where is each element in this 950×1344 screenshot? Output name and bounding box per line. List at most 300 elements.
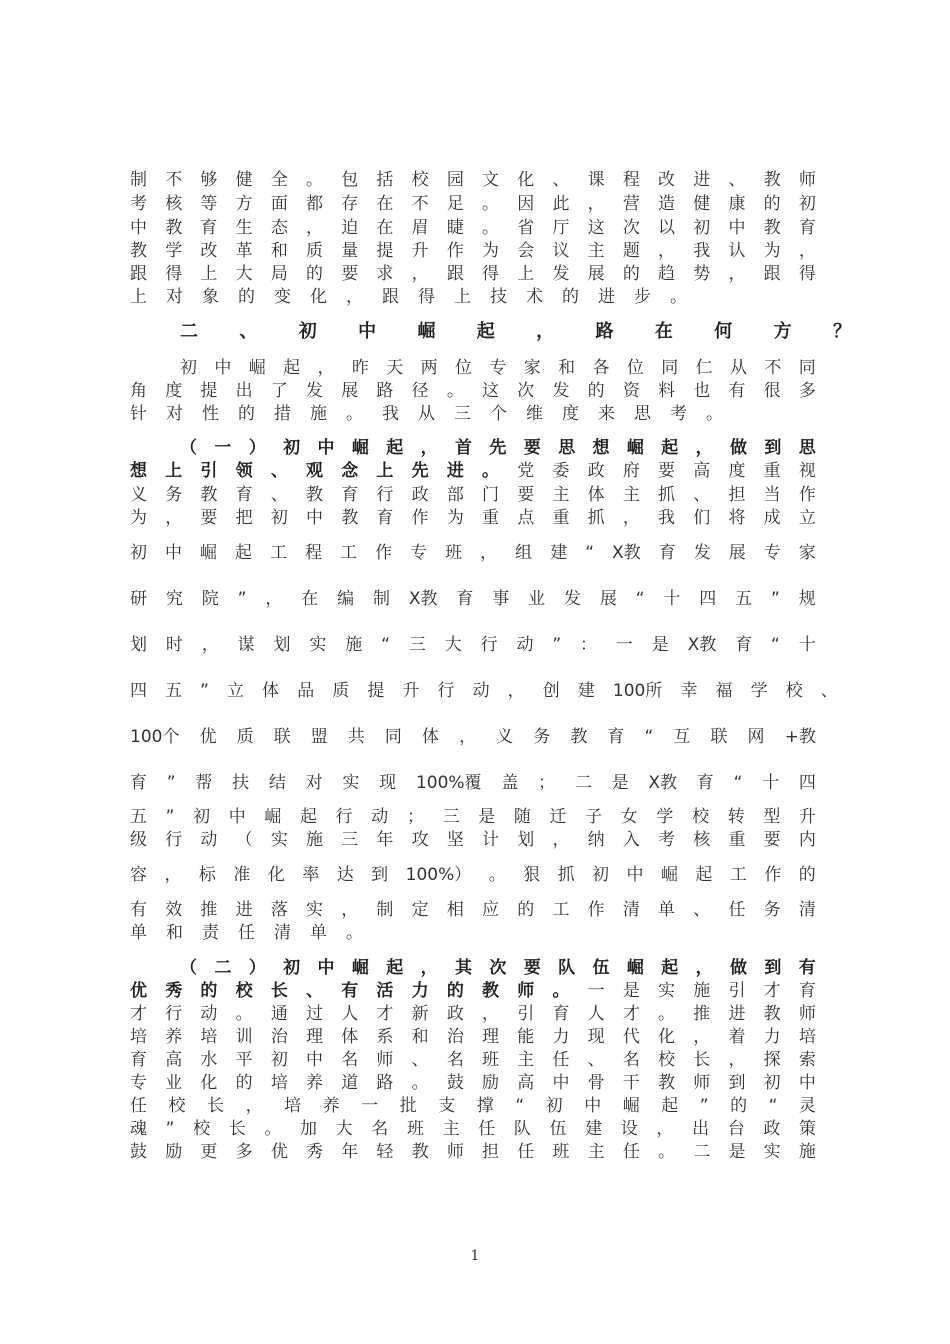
glyph: （: [235, 830, 253, 850]
glyph: 教: [200, 485, 218, 505]
glyph: 活: [376, 981, 394, 1001]
glyph: 专: [410, 543, 428, 563]
glyph: 策: [798, 1119, 816, 1139]
glyph: 应: [482, 900, 500, 920]
glyph: 动: [472, 681, 490, 701]
glyph: 100个: [130, 727, 180, 747]
glyph: 存: [341, 194, 359, 214]
glyph: 展: [599, 589, 617, 609]
glyph: 施: [798, 1142, 816, 1162]
glyph: 同: [798, 358, 816, 378]
glyph: 初: [545, 1096, 563, 1116]
glyph: 十: [798, 635, 816, 655]
glyph: 才: [376, 1004, 394, 1024]
glyph: 设: [620, 1119, 638, 1139]
glyph: 实: [342, 773, 360, 793]
glyph: 干: [622, 1073, 640, 1093]
glyph: 的: [587, 381, 605, 401]
glyph: 规: [798, 589, 816, 609]
glyph: 中: [306, 508, 324, 528]
glyph: 中: [306, 1050, 324, 1070]
glyph: 针: [130, 404, 147, 424]
glyph: 文: [482, 170, 500, 190]
glyph: ，: [536, 321, 555, 342]
glyph: 随: [513, 807, 531, 827]
glyph: 何: [714, 321, 733, 342]
glyph: ：: [580, 635, 597, 655]
glyph: 校: [411, 170, 429, 190]
glyph: 治: [270, 1027, 288, 1047]
glyph: 以: [658, 218, 676, 238]
glyph: 培: [200, 1027, 218, 1047]
glyph: 不: [764, 358, 782, 378]
glyph: 名: [446, 1050, 464, 1070]
glyph: 容: [130, 865, 147, 885]
glyph: 业: [165, 1073, 183, 1093]
glyph: 路: [376, 1073, 394, 1093]
glyph: 划: [130, 635, 147, 655]
glyph: 展: [728, 543, 746, 563]
glyph: 也: [693, 381, 711, 401]
glyph: 十: [663, 589, 681, 609]
glyph: “: [768, 1096, 778, 1116]
glyph: 训: [235, 1027, 253, 1047]
glyph: 中: [358, 321, 377, 342]
glyph: 升: [411, 241, 429, 261]
glyph: 主: [552, 485, 570, 505]
glyph: 动: [200, 830, 218, 850]
glyph: ，: [693, 1027, 711, 1047]
glyph: 100%）: [405, 865, 472, 885]
glyph: 了: [270, 381, 288, 401]
glyph: ；: [538, 773, 556, 793]
glyph: 优: [199, 727, 217, 747]
glyph: 建: [577, 681, 595, 701]
glyph: 。: [670, 287, 687, 307]
glyph: 教: [763, 1004, 781, 1024]
glyph: 到: [371, 865, 389, 885]
glyph: 学: [656, 807, 674, 827]
glyph: ”: [165, 807, 175, 827]
glyph: 联: [273, 727, 291, 747]
glyph: 子: [585, 807, 603, 827]
glyph: 念: [341, 461, 359, 481]
glyph: ，: [587, 194, 605, 214]
glyph: 力: [411, 981, 429, 1001]
glyph: 天: [386, 358, 404, 378]
glyph: 到: [764, 438, 782, 458]
glyph: 度: [728, 461, 746, 481]
glyph: 三: [341, 830, 359, 850]
glyph: 程: [622, 170, 640, 190]
glyph: 任: [238, 923, 255, 943]
glyph: 单: [658, 900, 676, 920]
glyph: 得: [482, 264, 500, 284]
glyph: 要: [341, 264, 359, 284]
glyph: 角: [130, 381, 147, 401]
text-line: [130, 586, 816, 612]
glyph: 才: [130, 1004, 147, 1024]
glyph: ，: [164, 865, 182, 885]
glyph: 行: [335, 807, 353, 827]
glyph: 创: [542, 681, 560, 701]
glyph: 动: [516, 635, 534, 655]
glyph: 府: [622, 461, 640, 481]
glyph: 政: [446, 1004, 464, 1024]
glyph: 教: [763, 170, 781, 190]
glyph: 五: [735, 589, 753, 609]
glyph: 责: [202, 923, 219, 943]
glyph: 育: [798, 218, 816, 238]
glyph: “: [381, 635, 390, 655]
glyph: 发: [552, 381, 570, 401]
glyph: 水: [200, 1050, 218, 1070]
glyph: 睫: [446, 218, 464, 238]
glyph: 两: [420, 358, 438, 378]
glyph: ”: [552, 635, 562, 655]
glyph: 中: [165, 543, 183, 563]
glyph: 专: [489, 358, 507, 378]
glyph: 育: [235, 485, 253, 505]
glyph: 次: [517, 381, 535, 401]
glyph: 型: [763, 807, 781, 827]
glyph: 、: [728, 170, 746, 190]
glyph: 任: [517, 1142, 535, 1162]
glyph: 。: [264, 1119, 282, 1139]
glyph: 因: [517, 194, 535, 214]
glyph: 推: [693, 1004, 711, 1024]
glyph: 料: [658, 381, 676, 401]
glyph: 秀: [306, 1142, 324, 1162]
glyph: 初: [193, 807, 211, 827]
glyph: 育: [658, 543, 676, 563]
glyph: 任: [622, 1142, 640, 1162]
glyph: 师: [446, 1142, 464, 1162]
glyph: 效: [165, 900, 183, 920]
glyph: 都: [306, 194, 324, 214]
glyph: 崛: [660, 865, 678, 885]
glyph: 魂: [130, 1119, 147, 1139]
glyph: 培: [798, 1027, 816, 1047]
glyph: X教: [687, 635, 717, 655]
glyph: 育: [607, 727, 625, 747]
glyph: 术: [526, 287, 543, 307]
glyph: 跟: [446, 264, 464, 284]
glyph: 师: [798, 170, 816, 190]
glyph: 主: [442, 1119, 460, 1139]
glyph: 体: [262, 681, 280, 701]
glyph: 实: [658, 981, 676, 1001]
glyph: 到: [728, 1073, 746, 1093]
glyph: 思: [634, 404, 651, 424]
glyph: 思: [558, 438, 576, 458]
glyph: 人: [341, 1004, 359, 1024]
glyph: 初: [592, 865, 610, 885]
glyph: 率: [302, 865, 320, 885]
glyph: 初: [270, 1050, 288, 1070]
glyph: 制: [372, 589, 390, 609]
glyph: ，: [482, 1004, 500, 1024]
glyph: ）: [248, 958, 266, 978]
glyph: 年: [376, 830, 394, 850]
glyph: 要: [658, 461, 676, 481]
glyph: 中: [626, 865, 644, 885]
glyph: 事: [492, 589, 510, 609]
glyph: 、: [552, 170, 570, 190]
glyph: 内: [798, 830, 816, 850]
glyph: 教: [165, 218, 183, 238]
glyph: 起: [386, 958, 404, 978]
glyph: X教: [648, 773, 678, 793]
glyph: 此: [552, 194, 570, 214]
glyph: 技: [490, 287, 507, 307]
glyph: 道: [341, 1073, 359, 1093]
glyph: 任: [478, 1119, 496, 1139]
glyph: 。: [446, 381, 464, 401]
glyph: 共: [347, 727, 365, 747]
glyph: 部: [446, 485, 464, 505]
glyph: 队: [513, 1119, 531, 1139]
glyph: 的: [798, 865, 816, 885]
glyph: 盟: [310, 727, 328, 747]
glyph: 高: [165, 1050, 183, 1070]
glyph: ，: [420, 958, 438, 978]
glyph: 中: [728, 218, 746, 238]
glyph: “: [515, 1096, 525, 1116]
glyph: 位: [455, 358, 472, 378]
glyph: 行: [165, 1004, 183, 1024]
glyph: 家: [798, 543, 816, 563]
glyph: 上: [517, 264, 535, 284]
glyph: 径: [411, 381, 429, 401]
glyph: 这: [482, 381, 500, 401]
glyph: 健: [235, 170, 253, 190]
glyph: 对: [166, 404, 183, 424]
glyph: 义: [130, 485, 147, 505]
glyph: 起: [661, 438, 679, 458]
glyph: 次: [622, 218, 640, 238]
glyph: 一: [361, 1096, 379, 1116]
glyph: 引: [728, 981, 746, 1001]
glyph: 上: [130, 287, 147, 307]
glyph: ，: [552, 830, 570, 850]
glyph: 崛: [200, 543, 218, 563]
glyph: 够: [200, 170, 218, 190]
glyph: 施: [693, 981, 711, 1001]
glyph: 通: [270, 1004, 288, 1024]
glyph: 从: [730, 358, 747, 378]
glyph: 建: [585, 1119, 603, 1139]
glyph: 福: [715, 681, 733, 701]
glyph: 清: [798, 900, 816, 920]
glyph: 升: [402, 681, 420, 701]
glyph: 考: [670, 404, 687, 424]
text-line: [130, 505, 816, 531]
glyph: 励: [482, 1073, 500, 1093]
glyph: 多: [798, 381, 816, 401]
glyph: 很: [763, 381, 781, 401]
glyph: 担: [482, 1142, 500, 1162]
glyph: 、: [306, 981, 324, 1001]
glyph: ，: [728, 1050, 746, 1070]
glyph: ，: [459, 727, 477, 747]
glyph: 作: [764, 865, 782, 885]
glyph: 个: [490, 404, 507, 424]
text-line: [130, 632, 816, 658]
glyph: 实: [309, 635, 327, 655]
glyph: 结: [268, 773, 286, 793]
glyph: 100%覆: [415, 773, 482, 793]
glyph: 和: [166, 923, 183, 943]
glyph: 四: [130, 681, 147, 701]
glyph: 势: [693, 264, 711, 284]
glyph: 化: [267, 865, 285, 885]
glyph: 初: [270, 508, 288, 528]
glyph: 四: [798, 773, 816, 793]
glyph: 养: [306, 1073, 324, 1093]
glyph: ，: [695, 438, 713, 458]
glyph: ，: [411, 264, 429, 284]
glyph: 学: [750, 681, 768, 701]
glyph: 多: [235, 1142, 253, 1162]
glyph: 中: [317, 438, 335, 458]
glyph: X教: [612, 543, 641, 563]
glyph: 其: [455, 958, 472, 978]
glyph: 校: [235, 981, 253, 1001]
glyph: 面: [270, 194, 288, 214]
glyph: 台: [727, 1119, 745, 1139]
glyph: 担: [728, 485, 746, 505]
glyph: 批: [399, 1096, 417, 1116]
glyph: 转: [727, 807, 745, 827]
glyph: 崛: [626, 958, 644, 978]
glyph: 育: [552, 1004, 570, 1024]
glyph: 包: [341, 170, 359, 190]
glyph: ，: [507, 681, 525, 701]
glyph: 不: [165, 170, 183, 190]
text-line: [130, 167, 816, 193]
glyph: 省: [517, 218, 535, 238]
glyph: 措: [274, 404, 291, 424]
glyph: 坚: [446, 830, 464, 850]
glyph: 。: [488, 865, 506, 885]
glyph: +教: [784, 727, 816, 747]
glyph: 院: [201, 589, 219, 609]
glyph: ，: [346, 287, 363, 307]
glyph: 要: [517, 485, 535, 505]
glyph: 育: [798, 981, 816, 1001]
glyph: 培: [130, 1027, 147, 1047]
glyph: 局: [270, 264, 288, 284]
glyph: 初: [763, 1073, 781, 1093]
glyph: 厅: [552, 218, 570, 238]
glyph: 品: [297, 681, 315, 701]
glyph: 师: [517, 981, 535, 1001]
glyph: 盖: [501, 773, 519, 793]
glyph: 度: [165, 381, 183, 401]
glyph: 同: [661, 358, 679, 378]
glyph: 伍: [592, 958, 610, 978]
glyph: 力: [552, 1027, 570, 1047]
glyph: 认: [728, 241, 746, 261]
glyph: 路: [595, 321, 614, 342]
glyph: 一: [615, 635, 633, 655]
glyph: 培: [284, 1096, 302, 1116]
text-line: [130, 284, 816, 310]
glyph: 制: [376, 900, 394, 920]
glyph: 标: [198, 865, 216, 885]
glyph: “: [644, 727, 654, 747]
glyph: 崛: [264, 807, 282, 827]
glyph: 课: [587, 170, 605, 190]
glyph: 抓: [658, 485, 676, 505]
glyph: 施: [310, 404, 327, 424]
glyph: 务: [763, 900, 781, 920]
glyph: 组: [515, 543, 533, 563]
glyph: 在: [301, 589, 319, 609]
glyph: 是: [611, 773, 629, 793]
glyph: 主: [587, 241, 605, 261]
glyph: 重: [482, 508, 500, 528]
glyph: 养: [165, 1027, 183, 1047]
glyph: 崛: [622, 1096, 640, 1116]
glyph: 务: [165, 485, 183, 505]
glyph: ？: [832, 321, 851, 342]
glyph: 性: [202, 404, 219, 424]
glyph: 有: [728, 381, 746, 401]
glyph: 对: [305, 773, 323, 793]
glyph: 班: [482, 1050, 500, 1070]
glyph: 起: [476, 321, 495, 342]
glyph: 象: [202, 287, 219, 307]
glyph: 力: [763, 1027, 781, 1047]
glyph: 伍: [549, 1119, 567, 1139]
glyph: 名: [341, 1050, 359, 1070]
glyph: 高: [693, 461, 711, 481]
glyph: 初: [180, 358, 197, 378]
glyph: 准: [233, 865, 251, 885]
glyph: 教: [658, 1073, 676, 1093]
glyph: 到: [764, 958, 782, 978]
glyph: 能: [517, 1027, 535, 1047]
glyph: 视: [798, 461, 816, 481]
glyph: 优: [270, 1142, 288, 1162]
glyph: 谋: [237, 635, 255, 655]
glyph: 校: [168, 1096, 186, 1116]
glyph: 的: [763, 194, 781, 214]
glyph: 狠: [523, 865, 541, 885]
glyph: 引: [517, 1004, 535, 1024]
glyph: 推: [200, 900, 218, 920]
glyph: 有: [341, 981, 359, 1001]
glyph: 高: [517, 1073, 535, 1093]
glyph: 态: [270, 218, 288, 238]
glyph: 、: [587, 1050, 605, 1070]
glyph: 教: [341, 508, 359, 528]
glyph: 是: [651, 635, 669, 655]
glyph: 抓: [587, 508, 605, 528]
glyph: 跟: [382, 287, 399, 307]
glyph: 、: [270, 485, 288, 505]
glyph: 育: [735, 635, 753, 655]
glyph: 发: [306, 381, 324, 401]
glyph: ）: [248, 438, 266, 458]
glyph: 求: [376, 264, 394, 284]
glyph: 人: [587, 1004, 605, 1024]
glyph: 生: [235, 218, 253, 238]
glyph: 中: [130, 218, 147, 238]
glyph: 做: [730, 958, 747, 978]
